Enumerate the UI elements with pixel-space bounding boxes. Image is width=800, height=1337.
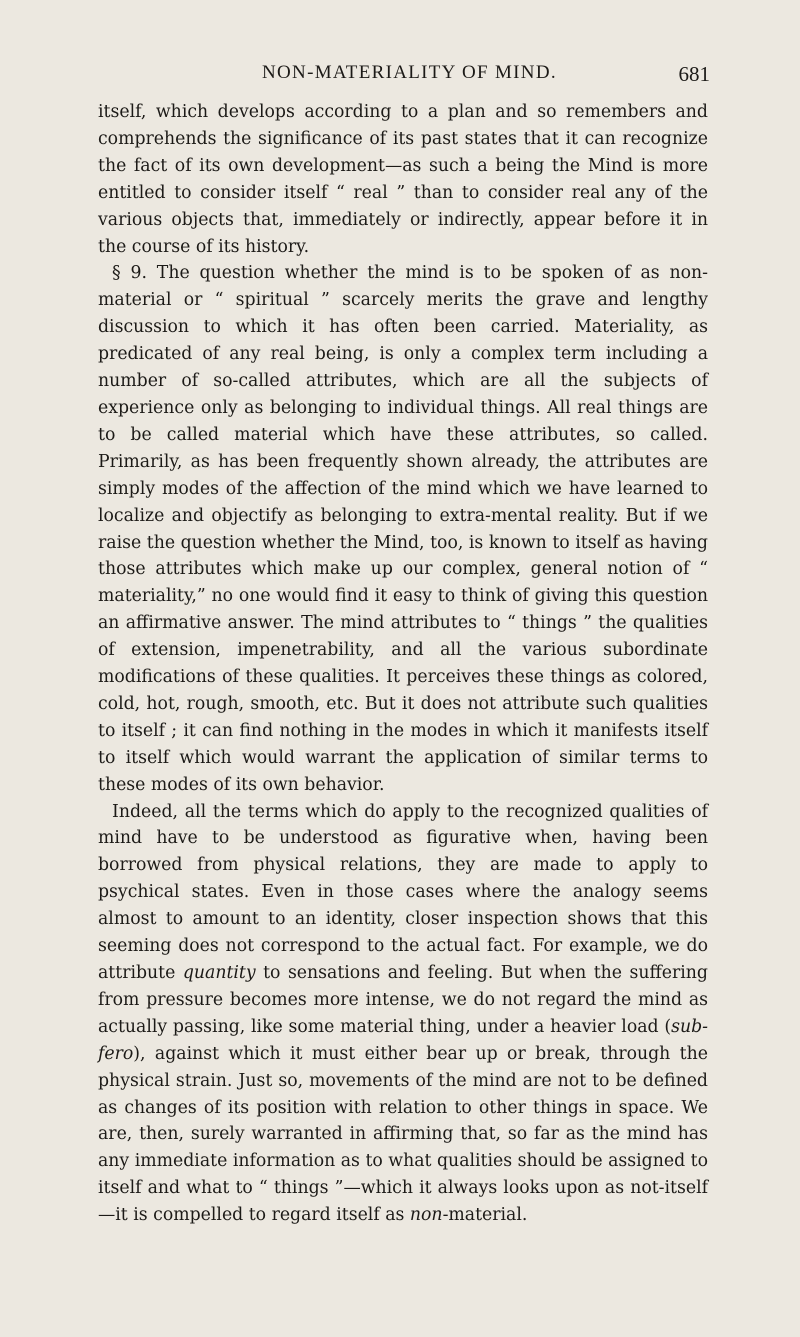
italic-term-non: non	[409, 1205, 443, 1226]
text-run: § 9. The question whether the mind is to be spoken of as non-material or “ spiritual ” scarcely merits the grave and lengthy discussion to which it has often been carried. Materiality, as predicated of any real being, is only a complex term including a number of so-called attributes, which are all the subjects of experience only as belonging to individual things. All real things are to be called material which have these attributes, so called. Primarily, as has been frequently shown already, the attributes are simply modes of the affection of the mind which we have learned to localize and objectify as belonging to extra-mental reality. But if we raise the question whether the Mind, too, is known to itself as having those attributes which make up our complex, general notion of “ materiality,” no one would find it easy to think of giving this question an affirmative answer. The mind attributes to “ things ” the qualities of extension, impenetrability, and all the various subordinate modifications of these qualities. It perceives these things as colored, cold, hot, rough, smooth, etc. But it does not attribute such qualities to itself ; it can find nothing in the modes in which it manifests itself to itself which would warrant the application of similar terms to these modes of its own behavior.	[98, 263, 708, 795]
text-run: Indeed, all the terms which do apply to the recognized qualities of mind have to be understood as figurative when, having been borrowed from physical relations, they are made to apply to psychical states. Even in those cases where the analogy seems almost to amount to an identity, closer inspection shows that this seeming does not correspond to the actual fact. For example, we do attribute	[98, 801, 708, 983]
body-text	[98, 99, 708, 1229]
paragraph-figurative-terms	[98, 799, 708, 1230]
text-run: -material.	[442, 1205, 528, 1226]
italic-term-quantity: quantity	[182, 963, 256, 983]
text-run: to sensations and feeling. But when the suffering from pressure becomes more intense, we do not regard the mind as actually passing, like some material thing, under a heavier load (	[98, 963, 708, 1037]
running-head-title: NON-MATERIALITY OF MIND.	[262, 62, 557, 83]
italic-term-sub-fero: sub-fero	[98, 1016, 708, 1064]
text-run: ), against which it must either bear up or break, through the physical strain. Just so, movements of the mind are not to be defined as changes of its position with relation to other things in space. We are, then, surely warranted in affirming that, so far as the mind has any immediate information as to what qualities should be assigned to itself and what to “ things ”—which it always looks upon as not-itself—it is compelled to regard itself as	[98, 1043, 708, 1226]
paragraph-continuation	[98, 99, 708, 260]
paragraph-section-9	[98, 260, 708, 798]
text-run: itself, which develops according to a plan and so remembers and comprehends the significance of its past states that it can recognize the fact of its own development—as such a being the Mind is more entitled to consider itself “ real ” than to consider real any of the various objects that, immediately or indirectly, appear before it in the course of its history.	[98, 102, 708, 257]
page-number: 681	[678, 62, 710, 86]
running-head	[262, 62, 710, 92]
